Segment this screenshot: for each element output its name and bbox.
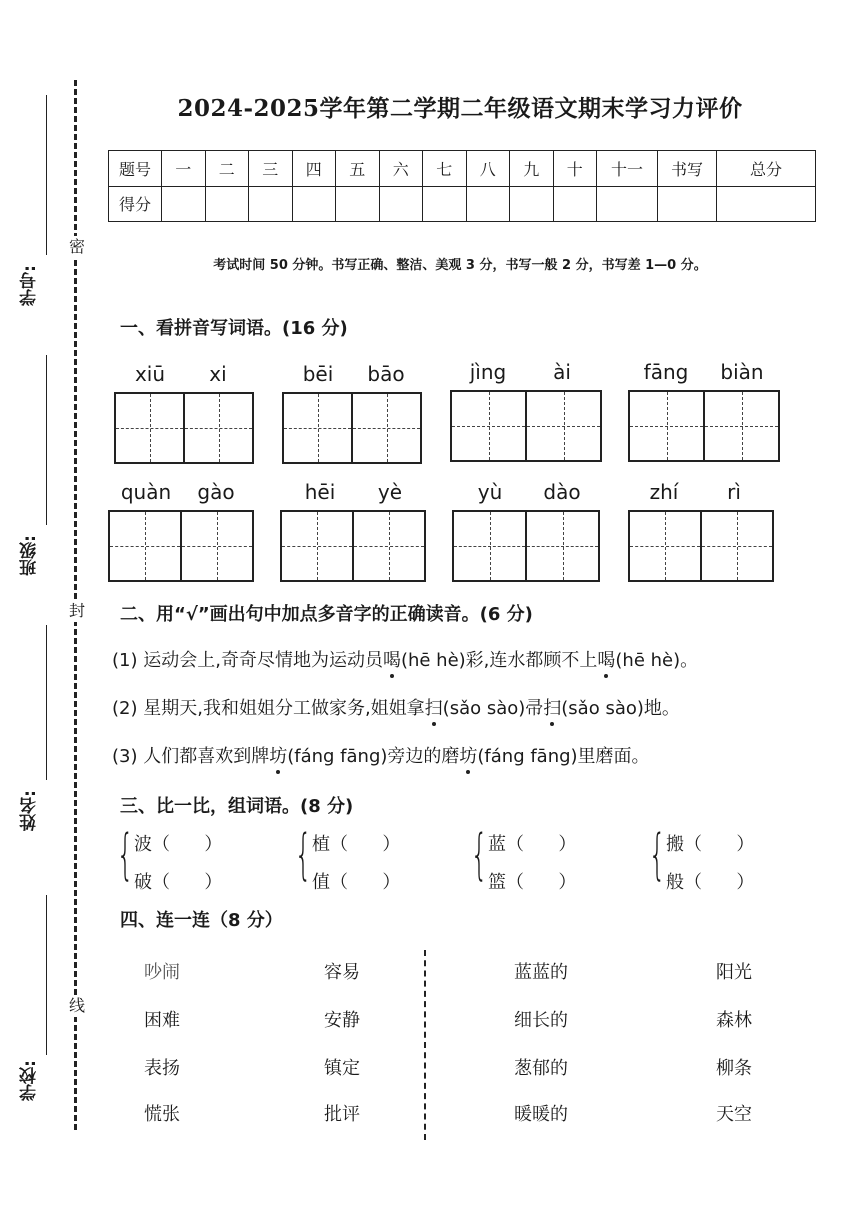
student-id-label: 学号:: [20, 265, 40, 306]
score-row-label: 得分: [109, 186, 162, 222]
pinyin: xi: [209, 362, 227, 386]
compare-item[interactable]: 般（ ）: [666, 872, 755, 893]
score-header-cell: 总分: [717, 151, 816, 187]
grid-cell[interactable]: [180, 512, 252, 580]
grid-cell[interactable]: [454, 512, 525, 580]
score-input-cell[interactable]: [205, 186, 249, 222]
section1-title: 一、看拼音写词语。(16 分): [120, 318, 348, 339]
grid-cell[interactable]: [525, 392, 600, 460]
sentence-text[interactable]: (sǎo sào)帚: [442, 698, 544, 719]
score-header-cell: 题号: [109, 151, 162, 187]
writing-grid[interactable]: [628, 510, 774, 582]
pinyin: bēi: [302, 362, 334, 386]
pinyin: hēi: [304, 480, 336, 504]
grid-cell[interactable]: [525, 512, 598, 580]
seal-char-feng: 封: [66, 600, 88, 622]
dotted-char: 喝: [597, 650, 616, 671]
score-table-header-row: [109, 151, 816, 187]
grid-cell[interactable]: [630, 512, 700, 580]
dotted-char: 喝: [382, 650, 401, 671]
writing-grid[interactable]: [114, 392, 254, 464]
pinyin: gào: [197, 480, 235, 504]
dotted-char: 扫: [424, 698, 443, 719]
match-word[interactable]: 批评: [324, 1104, 360, 1125]
score-input-cell[interactable]: [553, 186, 597, 222]
match-word[interactable]: 柳条: [716, 1058, 752, 1079]
sentence-2: [112, 694, 680, 720]
brace-icon: {: [470, 823, 488, 886]
match-word[interactable]: 暖暖的: [514, 1104, 568, 1125]
match-word[interactable]: 细长的: [514, 1010, 568, 1031]
score-header-cell: 八: [466, 151, 510, 187]
sentence-1: [112, 646, 698, 672]
pinyin: biàn: [720, 360, 764, 384]
match-word[interactable]: 镇定: [324, 1058, 360, 1079]
score-table: [108, 150, 816, 222]
dotted-char: 坊: [459, 746, 478, 767]
match-word[interactable]: 阳光: [716, 962, 752, 983]
match-word[interactable]: 困难: [144, 1010, 180, 1031]
score-input-cell[interactable]: [379, 186, 423, 222]
score-header-cell: 三: [249, 151, 293, 187]
grid-cell[interactable]: [703, 392, 778, 460]
match-word[interactable]: 森林: [716, 1010, 752, 1031]
grid-cell[interactable]: [284, 394, 351, 462]
dotted-char: 扫: [543, 698, 562, 719]
score-header-cell: 七: [423, 151, 467, 187]
sentence-text[interactable]: (sǎo sào)地。: [561, 698, 680, 719]
name-line[interactable]: [46, 625, 47, 780]
score-input-cell[interactable]: [466, 186, 510, 222]
match-word[interactable]: 吵闹: [144, 962, 180, 983]
score-header-cell: 九: [510, 151, 554, 187]
score-input-cell[interactable]: [510, 186, 554, 222]
exam-note: 考试时间 50 分钟。书写正确、整洁、美观 3 分，书写一般 2 分，书写差 1—0 分。: [213, 258, 707, 273]
grid-cell[interactable]: [282, 512, 352, 580]
score-header-cell: 五: [336, 151, 380, 187]
grid-cell[interactable]: [110, 512, 180, 580]
sentence-3: [112, 742, 650, 768]
compare-item[interactable]: 蓝（ ）: [488, 834, 577, 855]
pinyin: fāng: [643, 360, 689, 384]
score-header-cell: 十: [553, 151, 597, 187]
pinyin: dào: [543, 480, 581, 504]
score-input-cell[interactable]: [717, 186, 816, 222]
pinyin: ài: [553, 360, 571, 384]
score-header-cell: 书写: [658, 151, 717, 187]
score-input-cell[interactable]: [597, 186, 658, 222]
compare-item[interactable]: 植（ ）: [312, 834, 401, 855]
dotted-char: 坊: [269, 746, 288, 767]
section4-title: 四、连一连（8 分）: [120, 910, 283, 931]
grid-cell[interactable]: [352, 512, 424, 580]
sentence-text: (2) 星期天,我和姐姐分工做家务,姐姐拿: [112, 698, 425, 719]
school-label: 学校:: [20, 1060, 40, 1101]
grid-cell[interactable]: [351, 394, 420, 462]
writing-grid[interactable]: [628, 390, 780, 462]
match-word[interactable]: 表扬: [144, 1058, 180, 1079]
score-header-cell: 十一: [597, 151, 658, 187]
pinyin: rì: [727, 480, 741, 504]
grid-cell[interactable]: [630, 392, 703, 460]
sentence-text[interactable]: (hē hè)彩,连水都顾不上: [400, 650, 598, 671]
score-header-cell: 一: [162, 151, 206, 187]
pinyin: zhí: [649, 480, 679, 504]
column-divider: [424, 950, 426, 1140]
writing-grid[interactable]: [452, 510, 600, 582]
match-word[interactable]: 安静: [324, 1010, 360, 1031]
page-title: 2024-2025学年第二学期二年级语文期末学习力评价: [177, 95, 743, 122]
name-label: 姓名:: [20, 790, 40, 831]
compare-item[interactable]: 篮（ ）: [488, 872, 577, 893]
seal-char-xian: 线: [66, 995, 88, 1017]
score-input-cell[interactable]: [658, 186, 717, 222]
class-label: 班级:: [20, 535, 40, 576]
pinyin: yù: [477, 480, 503, 504]
match-word[interactable]: 天空: [716, 1104, 752, 1125]
score-header-cell: 六: [379, 151, 423, 187]
grid-cell[interactable]: [116, 394, 183, 462]
compare-item[interactable]: 搬（ ）: [666, 834, 755, 855]
brace-icon: {: [648, 823, 666, 886]
grid-cell[interactable]: [700, 512, 772, 580]
score-input-cell[interactable]: [249, 186, 293, 222]
writing-grid[interactable]: [282, 392, 422, 464]
writing-grid[interactable]: [280, 510, 426, 582]
grid-cell[interactable]: [183, 394, 252, 462]
pinyin: bāo: [367, 362, 405, 386]
sentence-text: (3) 人们都喜欢到牌: [112, 746, 270, 767]
school-line[interactable]: [46, 895, 47, 1055]
brace-icon: {: [116, 823, 134, 886]
writing-grid[interactable]: [450, 390, 602, 462]
compare-item[interactable]: 波（ ）: [134, 834, 223, 855]
student-id-line[interactable]: [46, 95, 47, 255]
grid-cell[interactable]: [452, 392, 525, 460]
match-word[interactable]: 葱郁的: [514, 1058, 568, 1079]
match-word[interactable]: 慌张: [144, 1104, 180, 1125]
sentence-text[interactable]: (fáng fāng)旁边的磨: [287, 746, 460, 767]
score-input-cell[interactable]: [162, 186, 206, 222]
compare-item[interactable]: 破（ ）: [134, 872, 223, 893]
writing-grid[interactable]: [108, 510, 254, 582]
section3-title: 三、比一比，组词语。(8 分): [120, 796, 354, 817]
class-line[interactable]: [46, 355, 47, 525]
match-word[interactable]: 蓝蓝的: [514, 962, 568, 983]
pinyin: quàn: [120, 480, 172, 504]
sentence-text[interactable]: (fáng fāng)里磨面。: [477, 746, 650, 767]
seal-char-mi: 密: [66, 236, 88, 258]
score-header-cell: 四: [292, 151, 336, 187]
sentence-text[interactable]: (hē hè)。: [615, 650, 699, 671]
score-input-cell[interactable]: [423, 186, 467, 222]
match-word[interactable]: 容易: [324, 962, 360, 983]
score-input-cell[interactable]: [292, 186, 336, 222]
score-table-score-row: [109, 186, 816, 222]
pinyin: xiū: [134, 362, 166, 386]
section2-title: 二、用“√”画出句中加点多音字的正确读音。(6 分): [120, 604, 533, 625]
score-header-cell: 二: [205, 151, 249, 187]
pinyin: yè: [377, 480, 403, 504]
sentence-text: (1) 运动会上,奇奇尽情地为运动员: [112, 650, 383, 671]
compare-item[interactable]: 值（ ）: [312, 872, 401, 893]
brace-icon: {: [294, 823, 312, 886]
score-input-cell[interactable]: [336, 186, 380, 222]
pinyin: jìng: [469, 360, 507, 384]
